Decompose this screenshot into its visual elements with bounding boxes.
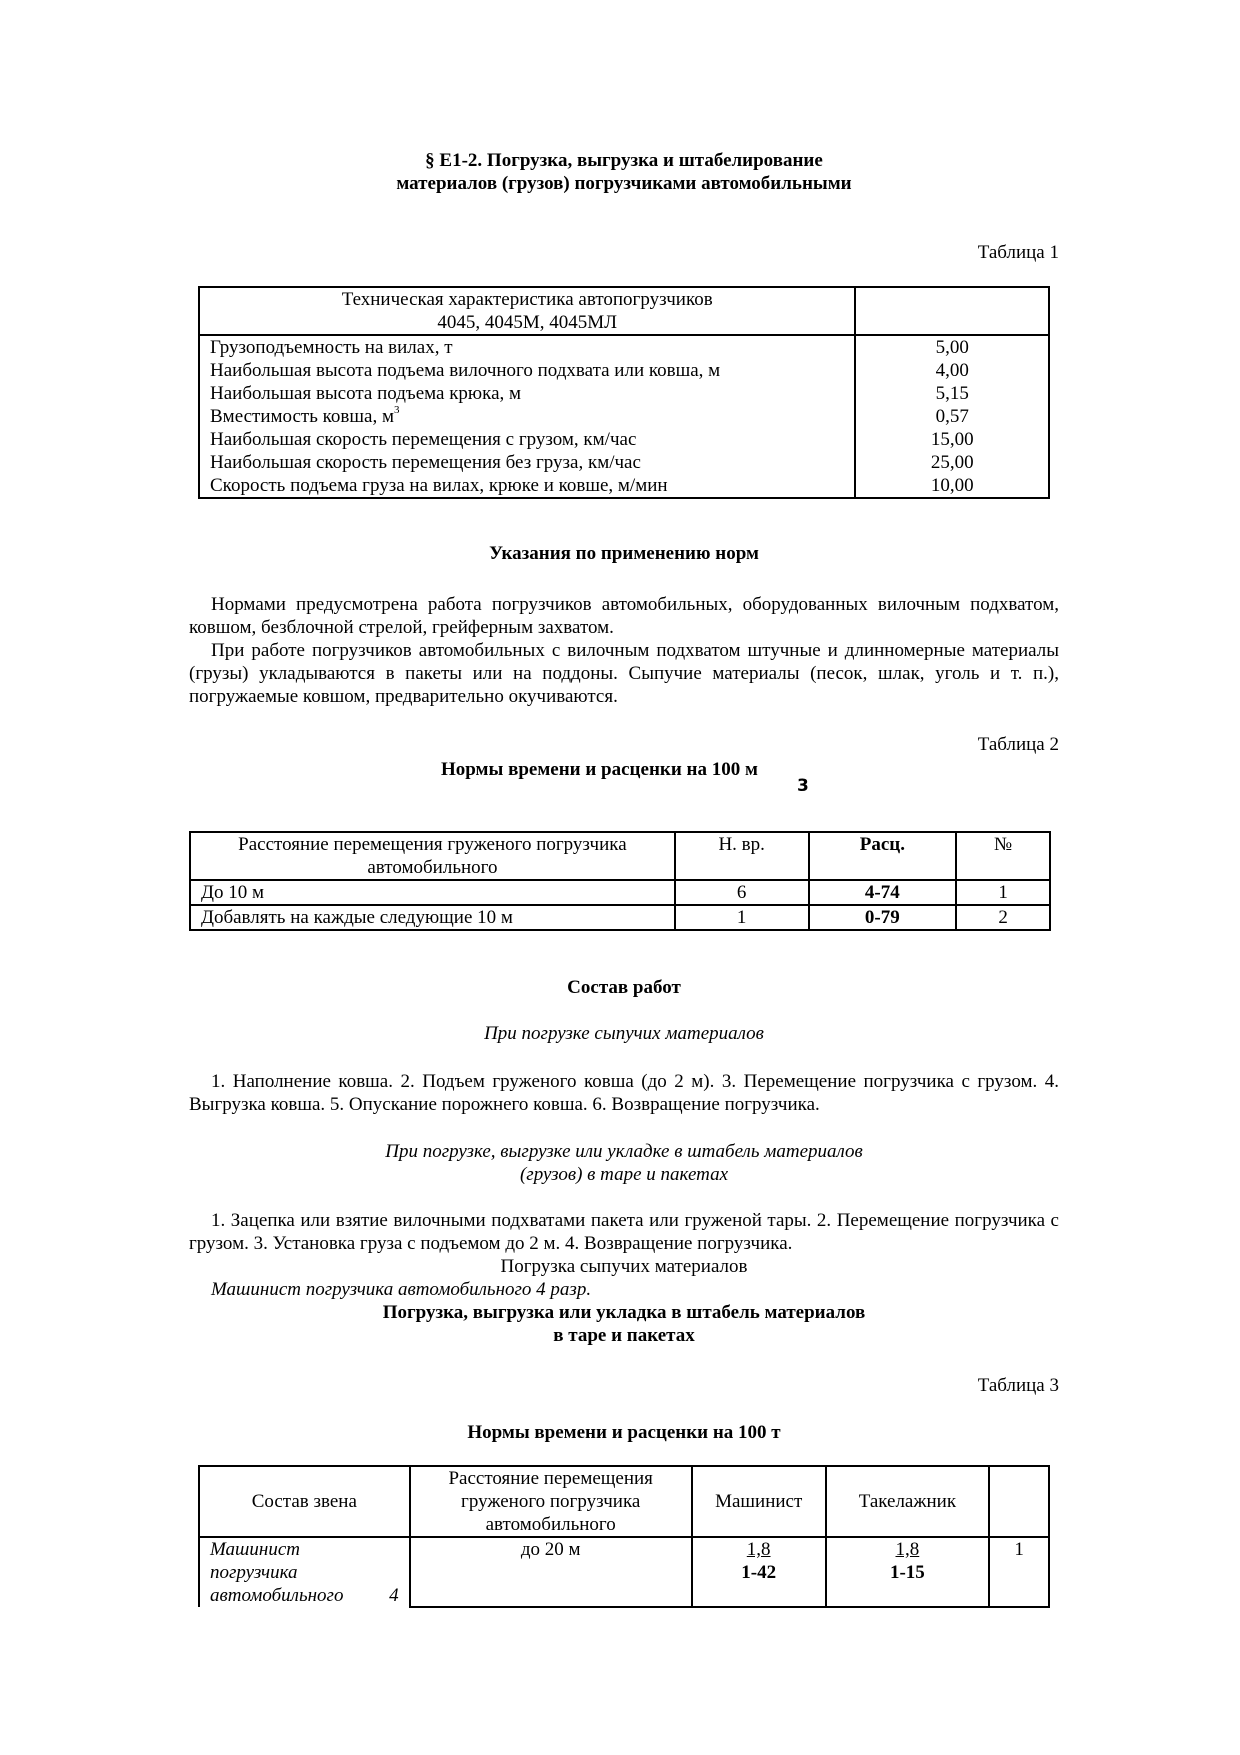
table3-header-distance: Расстояние перемещения груженого погрузчика автомобильного	[410, 1466, 692, 1537]
composition-heading: Состав работ	[567, 977, 681, 998]
table1-label: Вместимость ковша, $м^3$	[210, 403, 400, 427]
table3-norms	[198, 1465, 1050, 1608]
instructions-paragraph-1: Нормами предусмотрена работа погрузчиков автомобильных, оборудованных вилочным подхватом, ковшом, безблочной стрелой, грейферным захватом.	[189, 594, 1059, 638]
table2-header-norm: Н. вр.	[675, 832, 809, 880]
table1-header	[199, 287, 855, 335]
table3-caption: Таблица 3	[977, 1375, 1059, 1396]
table3-cell-distance: до 20 м	[410, 1537, 692, 1607]
table2-header-rate: Расц.	[809, 832, 957, 880]
crew-line-2: погрузчика	[210, 1562, 298, 1583]
table3-cell-operator	[692, 1537, 826, 1607]
operator-line: Машинист погрузчика автомобильного 4 разр.	[211, 1279, 592, 1300]
table3-header-rigger: Такелажник	[826, 1466, 990, 1537]
table1-value: 5,15	[935, 383, 969, 404]
table2-heading-text: Нормы времени и расценки на 100 м	[441, 759, 758, 780]
table-row	[190, 905, 1050, 930]
table1-label: Грузоподъемность на вилах, т	[210, 337, 453, 358]
composition-subheading-2-line-1: При погрузке, выгрузке или укладке в штабель материалов	[385, 1141, 863, 1162]
table3-header-operator: Машинист	[692, 1466, 826, 1537]
table1-label: Наибольшая высота подъема крюка, м	[210, 383, 522, 404]
title-line-1: § Е1-2. Погрузка, выгрузка и штабелирование	[425, 150, 823, 171]
table2-header-num: №	[956, 832, 1050, 880]
bulk-loading-line: Погрузка сыпучих материалов	[500, 1256, 748, 1277]
rigger-rate: 1-15	[889, 1562, 925, 1583]
composition-text-2: 1. Зацепка или взятие вилочными подхватами пакета или груженой тары. 2. Перемещение погрузчика с грузом. 3. Установка груза с подъемом до 2 м. 4. Возвращение погрузчика.	[189, 1210, 1059, 1254]
table1-label: Наибольшая скорость перемещения без груза, км/час	[210, 452, 641, 473]
table1-tech-specs	[198, 286, 1050, 499]
composition-subheading-1: При погрузке сыпучих материалов	[484, 1023, 764, 1044]
table1-label: Скорость подъема груза на вилах, крюке и ковше, м/мин	[210, 475, 668, 496]
composition-subheading-2	[189, 1140, 1059, 1186]
table3-cell-crew	[199, 1537, 410, 1607]
instructions-heading: Указания по применению норм	[489, 543, 759, 564]
table1-caption: Таблица 1	[977, 242, 1059, 263]
table3-header-num	[989, 1466, 1049, 1537]
page-title	[189, 149, 1059, 195]
table3-cell-num: 1	[989, 1537, 1049, 1607]
table1-header-empty	[855, 287, 1049, 335]
table1-label: Наибольшая высота подъема вилочного подхвата или ковша, м	[210, 360, 721, 381]
loading-heading-line-2: в таре и пакетах	[553, 1325, 695, 1346]
table2-cell-norm: 6	[675, 880, 809, 905]
table2-cell-num: 2	[956, 905, 1050, 930]
table1-value: 25,00	[930, 452, 974, 473]
table2-header-distance: Расстояние перемещения груженого погрузчика автомобильного	[190, 832, 675, 880]
table2-cell-rate: 4-74	[809, 880, 957, 905]
table2-cell-distance: До 10 м	[190, 880, 675, 905]
crew-line-1: Машинист	[210, 1539, 300, 1560]
table1-labels	[199, 335, 855, 498]
table1-header-line-1: Техническая характеристика автопогрузчиков	[341, 289, 713, 310]
operator-rate: 1-42	[741, 1562, 777, 1583]
table1-header-line-2: 4045, 4045М, 4045МЛ	[437, 312, 618, 333]
table3-header-crew: Состав звена	[199, 1466, 410, 1537]
table1-value: 0,57	[935, 406, 969, 427]
rigger-norm: 1,8	[895, 1539, 920, 1560]
table1-value: 4,00	[935, 360, 969, 381]
table3-cell-rigger	[826, 1537, 990, 1607]
table2-cell-rate: 0-79	[809, 905, 957, 930]
instructions-paragraph-2: При работе погрузчиков автомобильных с вилочным подхватом штучные и длинномерные материалы (грузы) укладываются в пакеты или на поддоны. Сыпучие материалы (песок, шлак, уголь и т. п.), погружаемые ковшом, предварительно окучиваются.	[189, 640, 1059, 707]
table2-heading-superscript: 3	[797, 776, 809, 796]
table-row	[199, 1537, 1049, 1607]
composition-subheading-2-line-2: (грузов) в таре и пакетах	[519, 1164, 729, 1185]
loading-heading-line-1: Погрузка, выгрузка или укладка в штабель материалов	[382, 1302, 866, 1323]
table1-label: Наибольшая скорость перемещения с грузом, км/час	[210, 429, 637, 450]
table1-value: 15,00	[930, 429, 974, 450]
table-row	[190, 880, 1050, 905]
table1-values	[855, 335, 1049, 498]
table1-value: 5,00	[935, 337, 969, 358]
table2-caption: Таблица 2	[977, 734, 1059, 755]
loading-in-containers-heading	[189, 1301, 1059, 1347]
crew-line-3: автомобильного 4	[210, 1585, 399, 1606]
table2-norms	[189, 831, 1051, 931]
table1-value: 10,00	[930, 475, 974, 496]
operator-norm: 1,8	[746, 1539, 771, 1560]
table3-heading: Нормы времени и расценки на 100 т	[467, 1422, 781, 1443]
composition-text-1: 1. Наполнение ковша. 2. Подъем груженого ковша (до 2 м). 3. Перемещение погрузчика с грузом. 4. Выгрузка ковша. 5. Опускание порожнего ковша. 6. Возвращение погрузчика.	[189, 1071, 1059, 1115]
table2-cell-num: 1	[956, 880, 1050, 905]
title-line-2: материалов (грузов) погрузчиками автомобильными	[396, 173, 852, 194]
table2-cell-distance: Добавлять на каждые следующие 10 м	[190, 905, 675, 930]
table2-cell-norm: 1	[675, 905, 809, 930]
